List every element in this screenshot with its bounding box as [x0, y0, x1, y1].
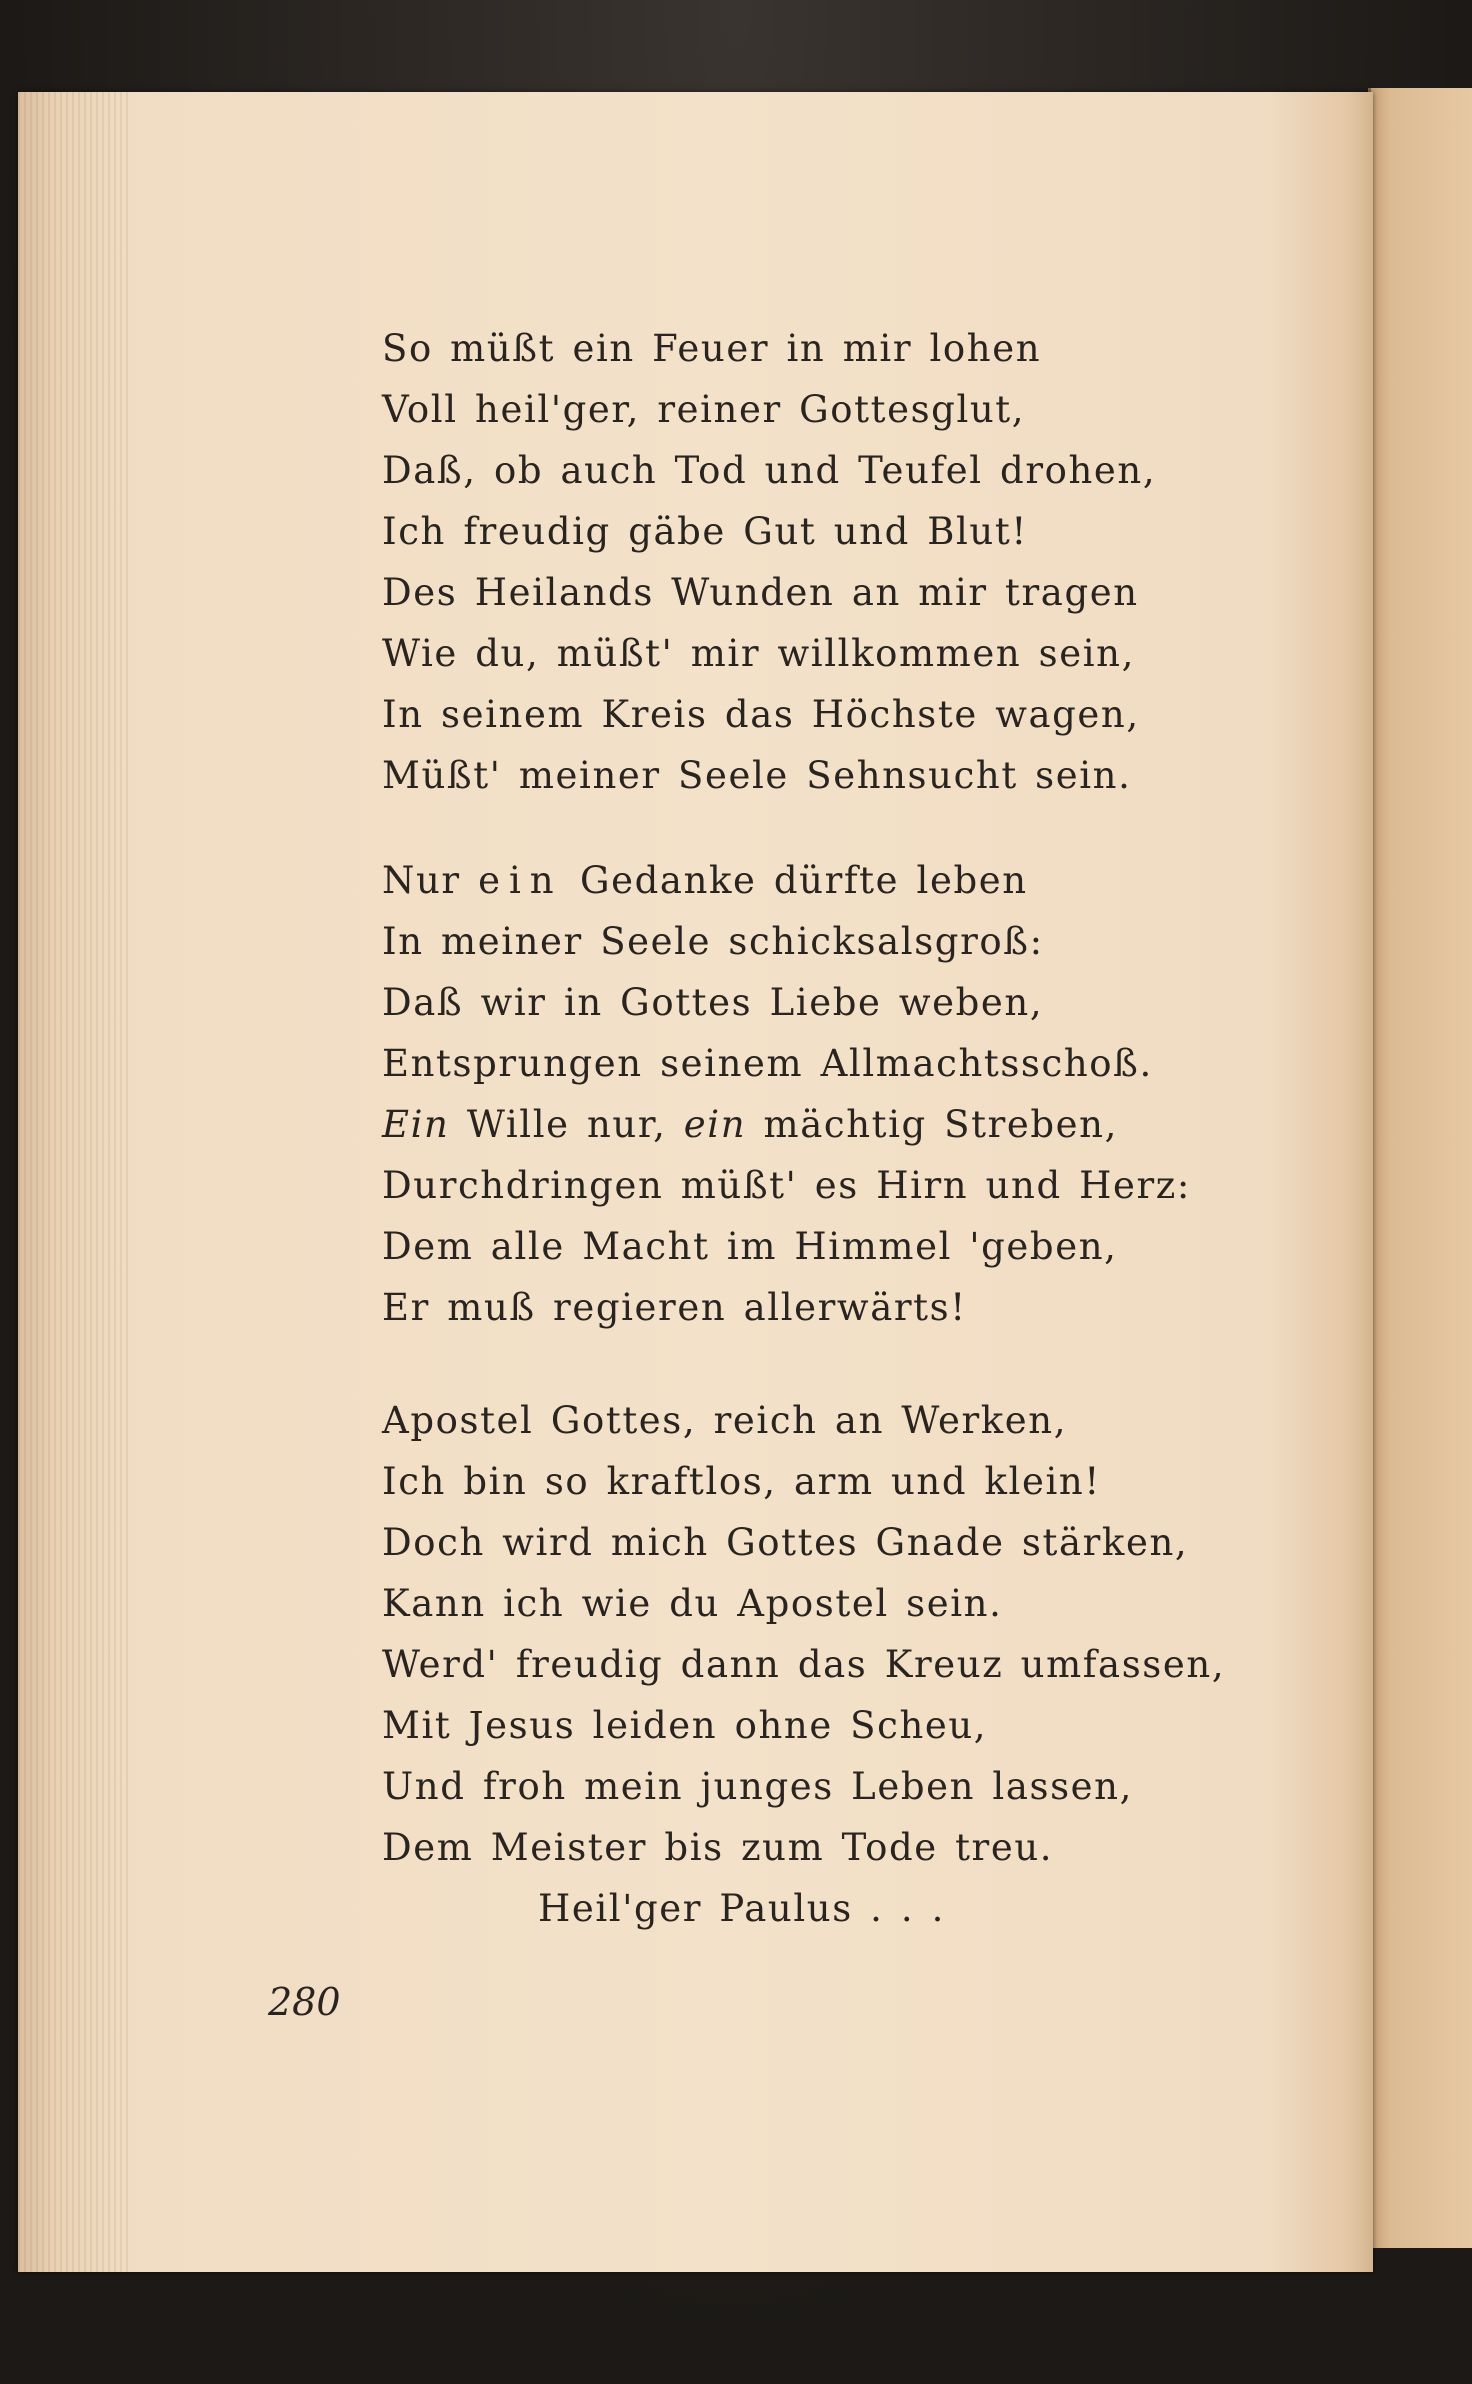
poem-line: Durchdringen müßt' es Hirn und Herz: [382, 1164, 1191, 1207]
poem-line: Mit Jesus leiden ohne Scheu, [382, 1704, 988, 1747]
poem-line: Wie du, müßt' mir willkommen sein, [382, 632, 1135, 675]
poem-line: Voll heil'ger, reiner Gottesglut, [382, 388, 1026, 431]
poem-line: In meiner Seele schicksalsgroß: [382, 920, 1044, 963]
page-number: 280 [268, 1980, 341, 2024]
poem-line: Daß, ob auch Tod und Teufel drohen, [382, 449, 1157, 492]
italic-emphasis: Ein [382, 1103, 450, 1146]
poem-line [382, 850, 1242, 911]
stanza-break [382, 1338, 1242, 1390]
poem-line: Dem alle Macht im Himmel 'geben, [382, 1225, 1118, 1268]
line-middle: Wille nur, [449, 1103, 684, 1146]
poem-line: Und froh mein junges Leben lassen, [382, 1765, 1133, 1808]
poem-line: Daß wir in Gottes Liebe weben, [382, 981, 1044, 1024]
poem [382, 318, 1242, 1939]
stanza-3 [382, 1390, 1242, 1939]
stanza-2 [382, 850, 1242, 1338]
poem-line: Kann ich wie du Apostel sein. [382, 1582, 1003, 1625]
poem-line: Apostel Gottes, reich an Werken, [382, 1399, 1068, 1442]
poem-line: Entsprungen seinem Allmachtsschoß. [382, 1042, 1153, 1085]
poem-closing-line: Heil'ger Paulus . . . [538, 1887, 945, 1930]
spaced-emphasis: ein [478, 859, 563, 902]
poem-line: In seinem Kreis das Höchste wagen, [382, 693, 1140, 736]
poem-line: Ich bin so kraftlos, arm und klein! [382, 1460, 1101, 1503]
poem-line: Des Heilands Wunden an mir tragen [382, 571, 1139, 614]
poem-line: Doch wird mich Gottes Gnade stärken, [382, 1521, 1189, 1564]
line-end: Gedanke dürfte leben [562, 859, 1028, 902]
poem-line: Er muß regieren allerwärts! [382, 1286, 967, 1329]
poem-line: Ich freudig gäbe Gut und Blut! [382, 510, 1028, 553]
poem-line: Dem Meister bis zum Tode treu. [382, 1826, 1054, 1869]
stanza-break [382, 806, 1242, 850]
line-end: mächtig Streben, [746, 1103, 1118, 1146]
poem-line: So müßt ein Feuer in mir lohen [382, 327, 1042, 370]
italic-emphasis: ein [683, 1103, 747, 1146]
poem-line: Werd' freudig dann das Kreuz umfassen, [382, 1643, 1226, 1686]
page-stack-edge [18, 92, 128, 2272]
poem-line [382, 1094, 1242, 1155]
adjacent-page-edge [1368, 88, 1472, 2248]
stanza-1 [382, 318, 1242, 806]
line-start: Nur [382, 859, 479, 902]
poem-line: Müßt' meiner Seele Sehnsucht sein. [382, 754, 1132, 797]
